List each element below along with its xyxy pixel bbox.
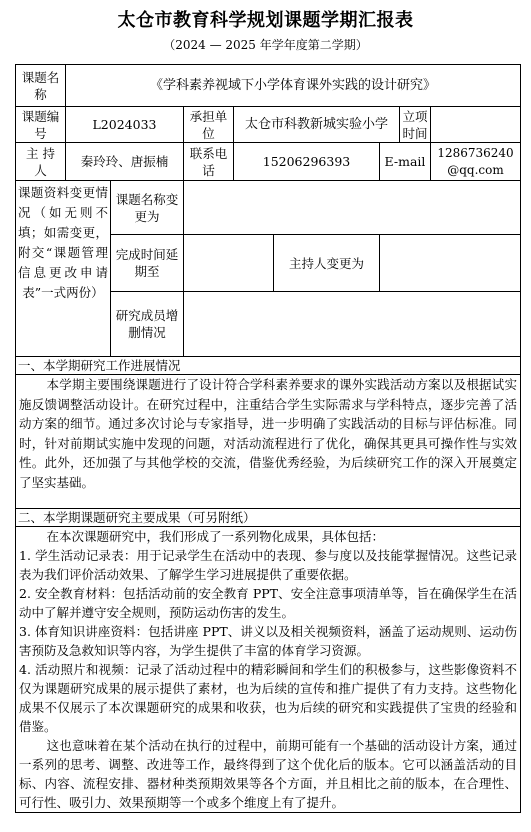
host-label: 主 持 人 — [16, 143, 66, 181]
achievement-item: 3. 体育知识讲座资料：包括讲座 PPT、讲义以及相关视频资料，涵盖了运动规则、运动伤害预防及急救知识等内容，为学生提供了丰富的体育学习资源。 — [19, 624, 518, 658]
approval-value — [431, 107, 521, 143]
section1-body: 本学期主要围绕课题进行了设计符合学科素养要求的课外实践活动方案以及根据试实施反馈调整活动设计。在研究过程中，注重结合学生实际需求与学科特点，逐步完善了活动方案的细节。通过多次讨论与专家指导，进一步明确了实践活动的目标与评估标准。同时，针对前期试实施中发现的问题，对活动流程进行了优化，确保其更具可操作性与实效性。此外，还加强了与其他学校的交流，借鉴优秀经验，为后续研究工作的深入开展奠定了坚实基础。 — [19, 377, 518, 490]
name-change-label: 课题名称变更为 — [111, 181, 184, 235]
achievement-item: 2. 安全教育材料：包括活动前的安全教育 PPT、安全注意事项清单等，旨在确保学生在活动中了解并遵守安全规则，预防运动伤害的发生。 — [19, 586, 518, 620]
page-title: 太仓市教育科学规划课题学期汇报表 — [117, 10, 414, 31]
achievement-item: 4. 活动照片和视频：记录了活动过程中的精彩瞬间和学生们的积极参与，这些影像资料不仅为课题研究成果的展示提供了素材，也为后续的宣传和推广提供了有力支持。这些物化成果不仅展示了本次课题研究的成果和收获，也为后续的研究和实践提供了宝贵的经验和借鉴。 — [19, 662, 518, 734]
section1-body-cell — [16, 375, 521, 509]
phone-value: 15206296393 — [234, 143, 380, 181]
unit-label: 承担单位 — [184, 107, 234, 143]
section2-intro: 在本次课题研究中，我们形成了一系列物化成果，具体包括： — [46, 529, 385, 544]
approval-label: 立项时间 — [400, 107, 431, 143]
members-value — [184, 292, 521, 357]
number-value: L2024033 — [66, 107, 184, 143]
achievement-item: 1. 学生活动记录表：用于记录学生在活动中的表现、参与度以及技能掌握情况。这些记录表为我们评价活动效果、了解学生学习进展提供了重要依据。 — [19, 548, 518, 582]
unit-value: 太仓市科教新城实验小学 — [234, 107, 400, 143]
section2-heading: 二、本学期课题研究主要成果（可另附纸） — [16, 509, 521, 527]
section2-closing: 这也意味着在某个活动在执行的过程中，前期可能有一个基础的活动设计方案，通过一系列的思考、调整、改进等工作，最终得到了这个优化后的版本。它可以涵盖活动的目标、内容、流程安排、器材种类预期效果等各个方面，并且相比之前的版本，在合理性、可行性、吸引力、效果预期等一个或多个维度上有了提升。 — [19, 738, 518, 810]
members-label: 研究成员增删情况 — [111, 292, 184, 357]
host-change-label: 主持人变更为 — [274, 235, 380, 292]
number-label: 课题编号 — [16, 107, 66, 143]
section1-heading: 一、本学期研究工作进展情况 — [16, 357, 521, 375]
deadline-value — [184, 235, 274, 292]
phone-label: 联系电话 — [184, 143, 234, 181]
host-change-value — [380, 235, 521, 292]
info-table — [15, 64, 521, 813]
deadline-label: 完成时间延期至 — [111, 235, 184, 292]
report-form — [15, 64, 520, 813]
email-label: E-mail — [380, 143, 431, 181]
section2-body-cell — [16, 527, 521, 813]
name-change-value — [184, 181, 521, 235]
change-side-label: 课题资料变更情况（如无则不填；如需变更，附交“课题管理信息更改申请表”一式两份） — [16, 181, 111, 357]
email-value: 1286736240@qq.com — [431, 143, 521, 181]
topic-value: 《学科素养视域下小学体育课外实践的设计研究》 — [66, 65, 521, 107]
topic-label: 课题名称 — [16, 65, 66, 107]
host-value: 秦玲玲、唐振楠 — [66, 143, 184, 181]
page-subtitle: （2024 — 2025 年学年度第二学期） — [163, 38, 368, 52]
